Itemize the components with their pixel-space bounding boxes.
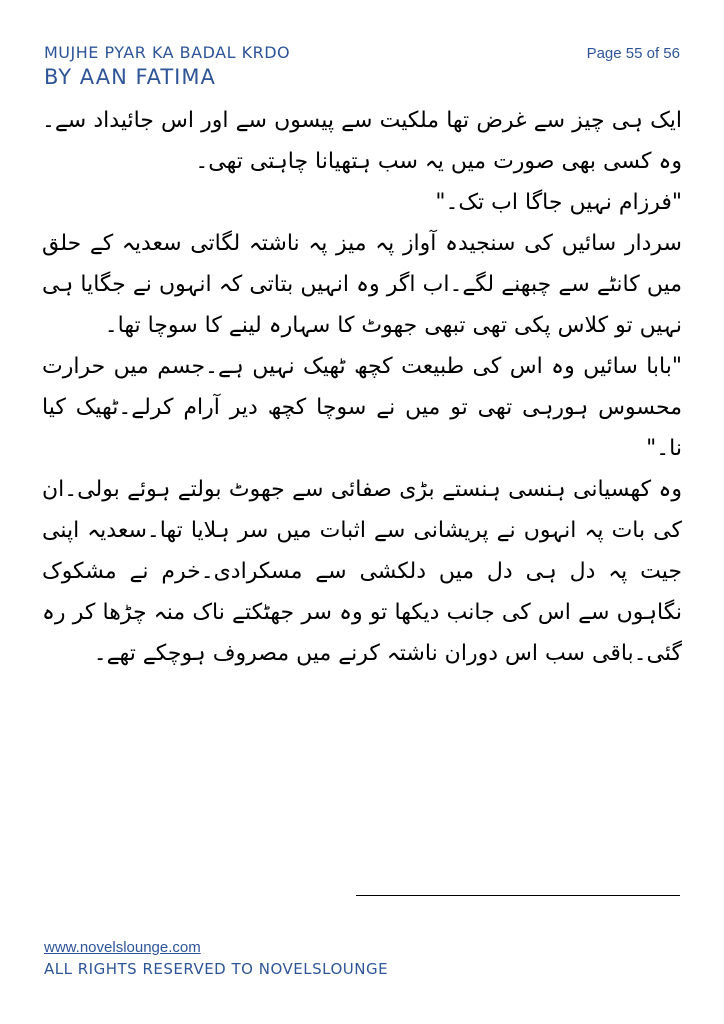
header-branding [44,44,290,90]
novel-title: MUJHE PYAR KA BADAL KRDO [44,43,291,62]
footer [44,938,388,980]
paragraph-4: "بابا سائیں وہ اس کی طبیعت کچھ ٹھیک نہیں ہے۔جسم میں حرارت محسوس ہورہی تھی تو میں نے سوچا کچھ دیر آرام کرلے۔ٹھیک کیا نا۔" [42,354,682,461]
author-name: BY AAN FATIMA [44,65,216,89]
rights-notice: ALL RIGHTS RESERVED TO NOVELSLOUNGE [44,960,389,978]
end-divider [356,895,680,896]
paragraph-2: "فرزام نہیں جاگا اب تک۔" [435,190,682,215]
paragraph-3: سردار سائیں کی سنجیدہ آواز پہ میز پہ ناشتہ لگاتی سعدیہ کے حلق میں کانٹے سے چبھنے لگے۔اب اگر وہ انہیں بتاتی کہ انہوں نے جگایا ہی نہیں تو کلاس پکی تھی تبھی جھوٹ کا سہارہ لینے کا سوچا تھا۔ [42,231,682,338]
website-link[interactable]: www.novelslounge.com [44,939,201,956]
document-body [42,100,682,674]
paragraph-5: وہ کھسیانی ہنسی ہنستے بڑی صفائی سے جھوٹ بولتے ہوئے بولی۔ان کی بات پہ انہوں نے پریشانی سے اثبات میں سر ہلایا تھا۔سعدیہ اپنی جیت پہ دل ہی دل میں دلکشی سے مسکرادی۔خرم نے مشکوک نگاہوں سے اس کی جانب دیکھا تو وہ سر جھٹکتے ناک منہ چڑھا کر رہ گئی۔باقی سب اس دوران ناشتہ کرنے میں مصروف ہوچکے تھے۔ [42,477,682,666]
page-number: Page 55 of 56 [586,45,680,62]
paragraph-1: ایک ہی چیز سے غرض تھا ملکیت سے پیسوں سے اور اس جائیداد سے۔وہ کسی بھی صورت میں یہ سب ہتھیانا چاہتی تھی۔ [42,108,682,174]
